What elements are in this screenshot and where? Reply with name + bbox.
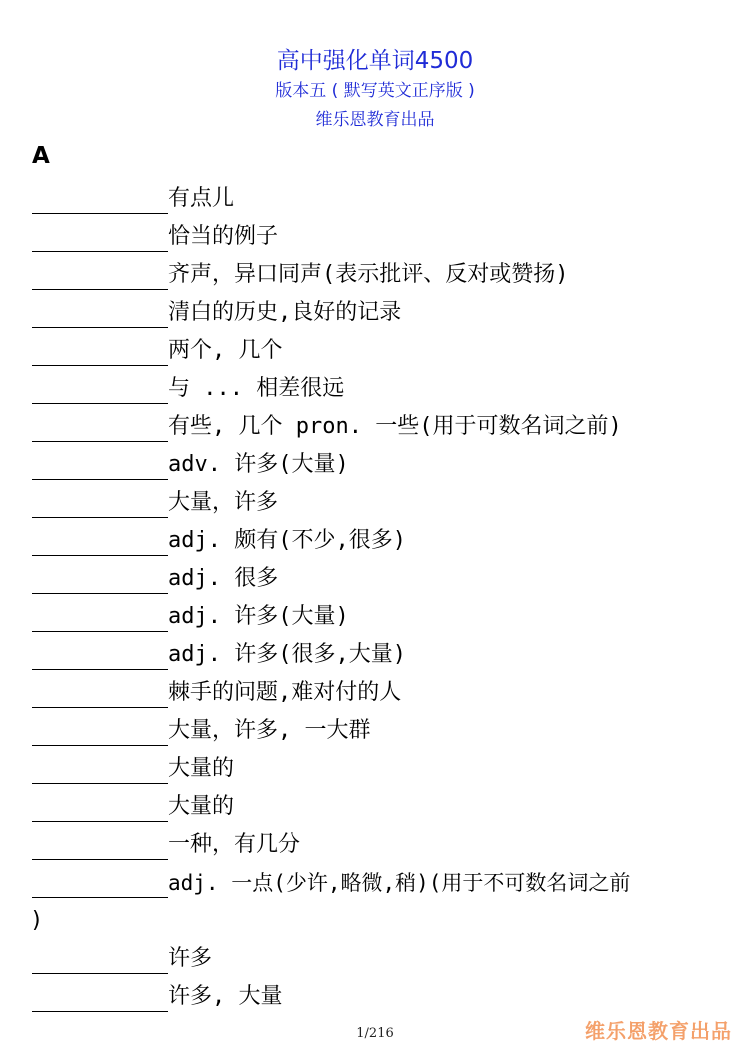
list-item bbox=[32, 366, 722, 404]
fill-blank bbox=[32, 222, 168, 252]
fill-blank bbox=[32, 374, 168, 404]
list-item bbox=[32, 670, 722, 708]
list-item bbox=[32, 480, 722, 518]
word-meaning: 一种，有几分 bbox=[168, 832, 301, 857]
list-item bbox=[32, 328, 722, 366]
list-item bbox=[32, 860, 722, 898]
fill-blank bbox=[32, 298, 168, 328]
fill-blank bbox=[32, 640, 168, 670]
word-meaning: 许多, 大量 bbox=[168, 984, 283, 1009]
list-item bbox=[32, 518, 722, 556]
word-meaning: 棘手的问题,难对付的人 bbox=[168, 680, 402, 705]
fill-blank bbox=[32, 754, 168, 784]
fill-blank bbox=[32, 412, 168, 442]
fill-blank bbox=[32, 944, 168, 974]
word-meaning: 大量，许多, 一大群 bbox=[168, 718, 371, 743]
list-item bbox=[32, 746, 722, 784]
fill-blank bbox=[32, 868, 168, 898]
word-meaning: 有些, 几个 pron. 一些(用于可数名词之前) bbox=[168, 414, 622, 439]
word-meaning: 齐声，异口同声(表示批评、反对或赞扬) bbox=[168, 262, 569, 287]
fill-blank bbox=[32, 678, 168, 708]
list-item bbox=[32, 214, 722, 252]
word-meaning: 两个, 几个 bbox=[168, 338, 283, 363]
word-meaning: 大量的 bbox=[168, 756, 235, 781]
list-item bbox=[32, 936, 722, 974]
fill-blank bbox=[32, 564, 168, 594]
list-item bbox=[32, 442, 722, 480]
word-list bbox=[32, 176, 722, 1012]
fill-blank bbox=[32, 716, 168, 746]
fill-blank bbox=[32, 602, 168, 632]
list-item bbox=[32, 784, 722, 822]
fill-blank bbox=[32, 526, 168, 556]
word-meaning: adv. 许多(大量) bbox=[168, 452, 349, 477]
fill-blank bbox=[32, 260, 168, 290]
section-letter: A bbox=[32, 143, 50, 169]
word-meaning: 大量，许多 bbox=[168, 490, 279, 515]
word-meaning: adj. 许多(很多,大量) bbox=[168, 642, 406, 667]
document-publisher: 维乐恩教育出品 bbox=[315, 110, 435, 130]
fill-blank bbox=[32, 830, 168, 860]
page-number: 1/216 bbox=[356, 1026, 394, 1041]
word-meaning: 恰当的例子 bbox=[168, 224, 279, 249]
publisher-watermark: 维乐恩教育出品 bbox=[585, 1019, 732, 1043]
word-meaning: adj. 颇有(不少,很多) bbox=[168, 528, 406, 553]
fill-blank bbox=[32, 450, 168, 480]
fill-blank bbox=[32, 336, 168, 366]
fill-blank bbox=[32, 184, 168, 214]
list-item bbox=[32, 632, 722, 670]
word-meaning: 有点儿 bbox=[168, 186, 235, 211]
word-meaning: adj. 很多 bbox=[168, 566, 279, 591]
list-item bbox=[32, 176, 722, 214]
document-subtitle: 版本五 ( 默写英文正序版 ) bbox=[275, 81, 475, 101]
list-item bbox=[32, 404, 722, 442]
list-item bbox=[32, 290, 722, 328]
fill-blank bbox=[32, 982, 168, 1012]
fill-blank bbox=[32, 792, 168, 822]
word-meaning: 清白的历史,良好的记录 bbox=[168, 300, 402, 325]
word-meaning-continuation: ) bbox=[32, 908, 41, 933]
list-item bbox=[32, 974, 722, 1012]
word-meaning: 许多 bbox=[168, 946, 213, 971]
document-title: 高中强化单词4500 bbox=[276, 48, 474, 74]
word-meaning: adj. 许多(大量) bbox=[168, 604, 349, 629]
word-meaning: adj. 一点(少许,略微,稍)(用于不可数名词之前 bbox=[168, 871, 631, 895]
list-item bbox=[32, 594, 722, 632]
word-meaning: 与 ... 相差很远 bbox=[168, 376, 345, 401]
list-item bbox=[32, 252, 722, 290]
list-item bbox=[32, 708, 722, 746]
list-item bbox=[32, 556, 722, 594]
list-item bbox=[32, 822, 722, 860]
fill-blank bbox=[32, 488, 168, 518]
word-meaning: 大量的 bbox=[168, 794, 235, 819]
